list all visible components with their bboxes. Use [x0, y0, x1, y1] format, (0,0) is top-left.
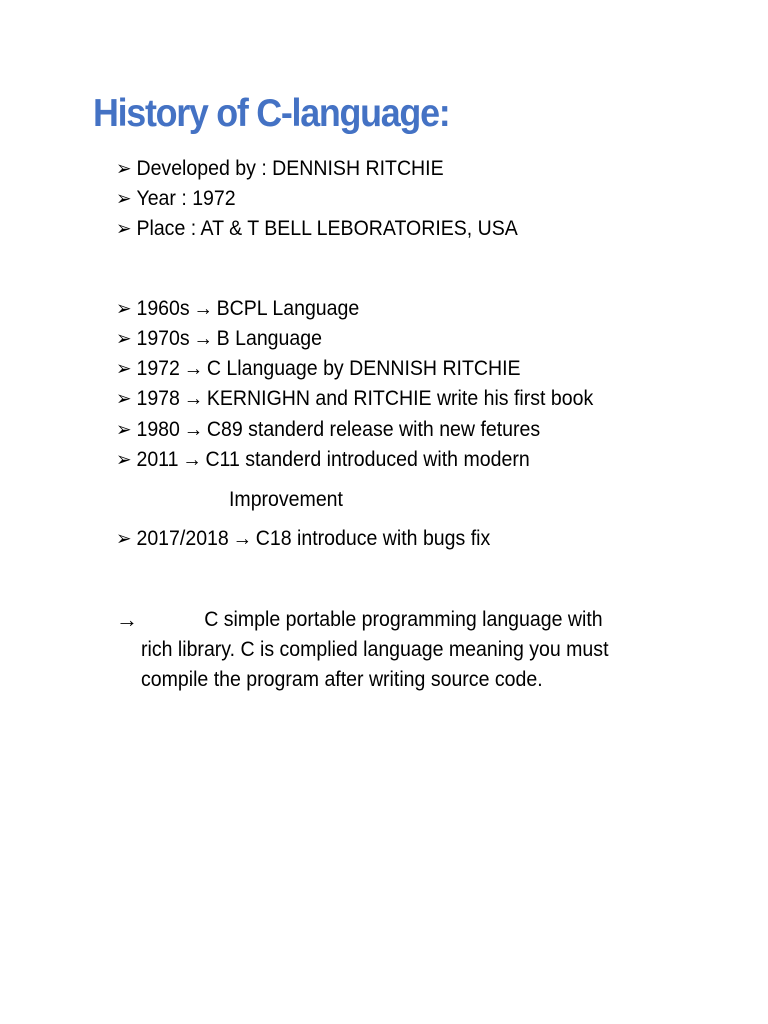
timeline-year: 1978	[136, 387, 180, 410]
right-arrow-icon: →	[116, 607, 138, 632]
timeline-item	[116, 524, 490, 554]
bullet-arrow-icon: ➢	[116, 158, 132, 180]
timeline-year: 1972	[136, 357, 180, 380]
timeline-item	[116, 384, 593, 414]
right-arrow-icon: →	[193, 327, 213, 350]
right-arrow-icon: →	[183, 387, 204, 410]
bullet-arrow-icon: ➢	[116, 449, 132, 471]
timeline-item	[116, 354, 521, 384]
right-arrow-icon: →	[183, 418, 204, 441]
right-arrow-icon: →	[183, 357, 204, 380]
timeline-text: C18 introduce with bugs fix	[255, 527, 491, 550]
fact-text: Place : AT & T BELL LEBORATORIES, USA	[136, 217, 518, 240]
timeline-text: C89 standerd release with new fetures	[206, 418, 541, 441]
timeline-item	[116, 294, 359, 324]
summary-line: C simple portable programming language with	[204, 608, 603, 631]
summary-line: rich library. C is complied language meaning you must	[141, 638, 609, 661]
fact-developed-by	[116, 154, 444, 184]
bullet-arrow-icon: ➢	[116, 528, 132, 550]
bullet-arrow-icon: ➢	[116, 298, 132, 320]
fact-text: Year : 1972	[136, 187, 236, 210]
right-arrow-icon: →	[232, 527, 253, 550]
timeline-year: 2017/2018	[136, 527, 229, 550]
bullet-arrow-icon: ➢	[116, 328, 132, 350]
bullet-arrow-icon: ➢	[116, 218, 132, 240]
bullet-arrow-icon: ➢	[116, 358, 132, 380]
timeline-continuation: Improvement	[229, 488, 343, 511]
bullet-arrow-icon: ➢	[116, 419, 132, 441]
timeline-year: 1970s	[136, 327, 190, 350]
bullet-arrow-icon: ➢	[116, 388, 132, 410]
timeline-item	[116, 415, 540, 445]
timeline-year: 2011	[136, 448, 179, 471]
summary-paragraph	[141, 605, 662, 695]
timeline-text: C11 standerd introduced with modern	[205, 448, 530, 471]
timeline-text: KERNIGHN and RITCHIE write his first book	[206, 387, 594, 410]
page-title: History of C-language:	[93, 92, 450, 135]
right-arrow-icon: →	[193, 297, 213, 320]
timeline-text: C Llanguage by DENNISH RITCHIE	[206, 357, 521, 380]
bullet-arrow-icon: ➢	[116, 188, 132, 210]
timeline-text: BCPL Language	[216, 297, 360, 320]
timeline-item	[116, 445, 530, 475]
fact-year	[116, 184, 236, 214]
fact-text: Developed by : DENNISH RITCHIE	[136, 157, 444, 180]
right-arrow-icon: →	[182, 448, 202, 471]
timeline-year: 1980	[136, 418, 180, 441]
timeline-text: B Language	[216, 327, 322, 350]
timeline-year: 1960s	[136, 297, 190, 320]
timeline-item	[116, 324, 322, 354]
fact-place	[116, 214, 518, 244]
summary-line: compile the program after writing source code.	[141, 668, 543, 691]
